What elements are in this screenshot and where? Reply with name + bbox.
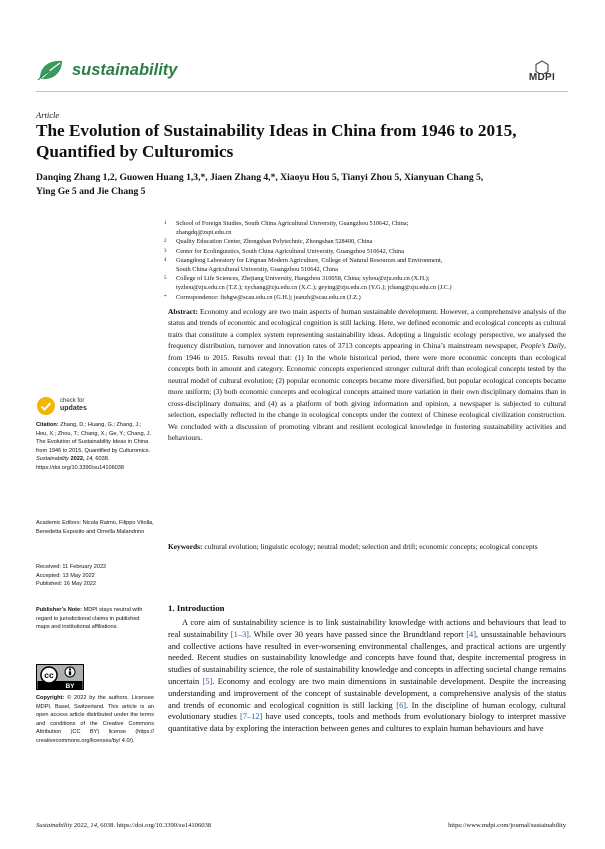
publisher-note-text: MDPI stays neutral with regard to jurisdictional claims in published maps and institutional affiliations. bbox=[36, 607, 143, 631]
affiliation-text: Guangdong Laboratory for Lingnan Modern Agriculture, College of Natural Resources and Environment, bbox=[176, 256, 443, 264]
cc-by-icon bbox=[36, 664, 84, 690]
author-line: Danqing Zhang 1,2, Guowen Huang 1,3,*, Jiaen Zhang 4,*, Xiaoyu Hou 5, Tianyi Zhou 5, Xianyuan Chang 5, bbox=[36, 172, 484, 183]
citation-block bbox=[36, 421, 154, 473]
check-for-updates-badge[interactable] bbox=[36, 396, 116, 418]
check-updates-line: updates bbox=[60, 405, 87, 412]
correspondence-text[interactable]: Correspondence: fishgw@scau.edu.cn (G.H.); jeanzh@scau.edu.cn (J.Z.) bbox=[176, 293, 361, 301]
article-type: Article bbox=[36, 110, 60, 120]
abstract-text: Economy and ecology are two main aspects of human sustainable development. However, a comprehensive analysis of the status and trends of economic and ecological cognition is still lacking. Here, we defined economic and ecological concepts as cultural traits that constitute a complex system representing sustainability ideas. Adopting a linguistic ecology perspective, we analysed the frequency distribution, turnover and innovation rates of 3713 concepts appearing in China’s mainstream newspaper, bbox=[168, 307, 566, 351]
date-value: 11 February 2022 bbox=[60, 564, 107, 570]
editors-label: Academic Editors: bbox=[36, 520, 82, 526]
reference-link[interactable]: [5] bbox=[202, 676, 213, 686]
affiliations bbox=[164, 219, 564, 302]
header-rule bbox=[36, 91, 568, 92]
affiliation-item bbox=[164, 237, 564, 246]
author-list bbox=[36, 171, 566, 199]
affiliation-number: 3 bbox=[164, 248, 167, 254]
citation-volume: 14, bbox=[84, 456, 94, 463]
keywords-text: cultural evolution; linguistic ecology; neutral model; selection and drift; economic concepts; ecological concepts bbox=[202, 542, 538, 551]
reference-link[interactable]: [6] bbox=[396, 700, 407, 710]
affiliation-number: * bbox=[164, 294, 167, 300]
journal-logo[interactable] bbox=[36, 58, 216, 88]
citation-doi[interactable]: 6038. https://doi.org/10.3390/su14106038 bbox=[36, 456, 125, 471]
mdpi-logo[interactable] bbox=[520, 60, 564, 86]
date-label: Received: bbox=[36, 564, 61, 570]
affiliation-text[interactable]: tyzhou@zju.edu.cn (T.Z.); xychang@zju.edu.cn (X.C.); geying@zju.edu.cn (Y.G.); jchang@zju.edu.cn (J.C.) bbox=[176, 284, 452, 292]
date-label: Accepted: bbox=[36, 572, 61, 579]
cc-by-badge[interactable] bbox=[36, 664, 84, 692]
affiliation-number: 2 bbox=[164, 239, 167, 245]
affiliation-item bbox=[164, 256, 564, 274]
citation-year: 2022, bbox=[68, 456, 85, 463]
affiliation-number: 5 bbox=[164, 276, 167, 282]
keywords bbox=[168, 541, 566, 552]
publisher-name: MDPI bbox=[528, 72, 556, 83]
affiliation-text: South China Agricultural University, Guangzhou 510642, China bbox=[176, 266, 338, 274]
abstract-text: , from 1946 to 2015. Results reveal that: (1) In the whole historical period, there were more economic concepts than ecological concepts both in amount and category. Economic concepts experienced stronger cultural drift than ecological concepts tested by the neutral model of cultural evolution; (2) popular economic concepts became more diversified, but popular ecological concepts became more uniform; (3) both economic concepts and ecological concepts attained more variation in their own disciplinary domains than in cross-disciplinary domains; and (4) as a platform of both giving information and opinion, a newspaper is subjected to cultural selection, especially reflected in the change in ecological concepts under the context of Chinese ecological civilization construction. We concluded with a discussion of promoting vibrant and resilient ecological knowledge in fostering sustainability activities and behaviours. bbox=[168, 341, 566, 442]
citation-text: Zhang, D.; Huang, G.; Zhang, J.; Hou, X.; Zhou, T.; Chang, X.; Ge, Y.; Chang, J. The Evolution of Sustainability Ideas in China from 1946 to 2015, Quantified by Culturomics. bbox=[36, 422, 152, 454]
footer-citation bbox=[36, 822, 211, 829]
footer-url[interactable]: https://www.mdpi.com/journal/sustainability bbox=[448, 822, 566, 829]
editors-text: Nicola Raimo, Filippo Vitolla, Benedetta Esposito and Ornella Malandrino bbox=[36, 520, 154, 535]
affiliation-text[interactable]: College of Life Sciences, Zhejiang University, Hangzhou 310058, China; xyhou@zju.edu.cn (X.H.); bbox=[176, 275, 430, 283]
affiliation-item bbox=[164, 274, 564, 292]
check-updates-line: check for bbox=[60, 398, 85, 404]
abstract-label: Abstract: bbox=[168, 307, 198, 316]
reference-link[interactable]: [1–3] bbox=[230, 629, 249, 639]
academic-editors bbox=[36, 519, 154, 536]
footer-journal: Sustainability bbox=[36, 822, 73, 829]
check-updates-text bbox=[60, 398, 87, 413]
affiliation-item bbox=[164, 219, 564, 237]
citation-journal: Sustainability bbox=[36, 456, 69, 463]
dates-block bbox=[36, 563, 154, 589]
affiliation-number: 4 bbox=[164, 257, 167, 263]
intro-text: . Economy and ecology are two main dimensions in sustainable development. Despite the increasing understanding and improvement of the concept of sustainable development, a comprehensive analysis of the status and trends of economic and ecological cognition is still lacking bbox=[168, 676, 566, 710]
date-row bbox=[36, 563, 154, 572]
intro-paragraph bbox=[168, 617, 566, 735]
date-row bbox=[36, 572, 154, 581]
journal-name: sustainability bbox=[72, 61, 178, 79]
footer-volume: 14, bbox=[88, 822, 99, 829]
article-title: The Evolution of Sustainability Ideas in China from 1946 to 2015, Quantified by Culturomics bbox=[36, 121, 517, 161]
intro-text: , unsustainable behaviours and collective actions have resulted in ever-worsening environmental challenges, and practical actions are urgently needed. Recent studies on sustainability knowledge and concepts have found that, despite incremental progress in studies of sustainability science, the role of sustainability knowledge and concepts in affecting societal change remains uncertain bbox=[168, 629, 567, 686]
intro-text: . While over 30 years have passed since the Brundtland report bbox=[248, 629, 467, 639]
footer-year: 2022, bbox=[72, 822, 89, 829]
section-heading: 1. Introduction bbox=[168, 603, 225, 613]
affiliation-text: School of Foreign Studies, South China Agricultural University, Guangzhou 510642, China; bbox=[176, 220, 409, 227]
publisher-note bbox=[36, 606, 154, 632]
footer-doi[interactable]: 6038. https://doi.org/10.3390/su14106038 bbox=[98, 822, 212, 829]
copyright-label: Copyright: bbox=[36, 695, 65, 701]
abstract bbox=[168, 306, 566, 443]
affiliation-number: 1 bbox=[164, 221, 167, 226]
copyright-text: © 2022 by the authors. Licensee MDPI, Basel, Switzerland. This article is an open access article distributed under the terms and conditions of the Creative Commons Attribution (CC BY) license (https:// creativecommons.org/licenses/by/ 4.0/). bbox=[36, 695, 154, 744]
intro-text: A core aim of sustainability science is to link sustainability knowledge with actions and behaviours that lead to real sustainability bbox=[168, 618, 566, 639]
date-label: Published: bbox=[36, 581, 63, 588]
newspaper-name: People’s Daily bbox=[520, 341, 565, 351]
intro-text: have used concepts, tools and methods from evolutionary biology to interpret massive quantitative data by exploring the interaction between genes and cultures to explain human behaviours and have bbox=[168, 712, 566, 734]
by-glyph: BY bbox=[65, 683, 75, 690]
leaf-icon bbox=[36, 58, 66, 82]
reference-link[interactable]: [7–12] bbox=[239, 712, 263, 722]
affiliation-item bbox=[164, 293, 564, 302]
copyright-block bbox=[36, 694, 154, 746]
date-row bbox=[36, 580, 154, 589]
cc-glyph: cc bbox=[44, 670, 54, 680]
check-updates-icon bbox=[36, 396, 56, 416]
date-value: 13 May 2022 bbox=[60, 572, 95, 579]
affiliation-text: Quality Education Center, Zhongshan Polytechnic, Zhongshan 528400, China bbox=[176, 238, 373, 246]
reference-link[interactable]: [4] bbox=[466, 629, 476, 639]
affiliation-item bbox=[164, 247, 564, 256]
intro-text: . In the discipline of human ecology, cultural evolutionary studies bbox=[168, 700, 566, 722]
date-value: 16 May 2022 bbox=[62, 581, 97, 588]
keywords-label: Keywords: bbox=[168, 542, 203, 551]
affiliation-text[interactable]: zhangdq@zspt.edu.cn bbox=[176, 229, 232, 237]
publisher-note-label: Publisher’s Note: bbox=[36, 607, 83, 613]
affiliation-text: Center for Ecolinguistics, South China Agricultural University, Guangzhou 510642, China bbox=[176, 247, 404, 255]
author-line: Ying Ge 5 and Jie Chang 5 bbox=[36, 186, 146, 197]
citation-label: Citation: bbox=[36, 422, 59, 428]
